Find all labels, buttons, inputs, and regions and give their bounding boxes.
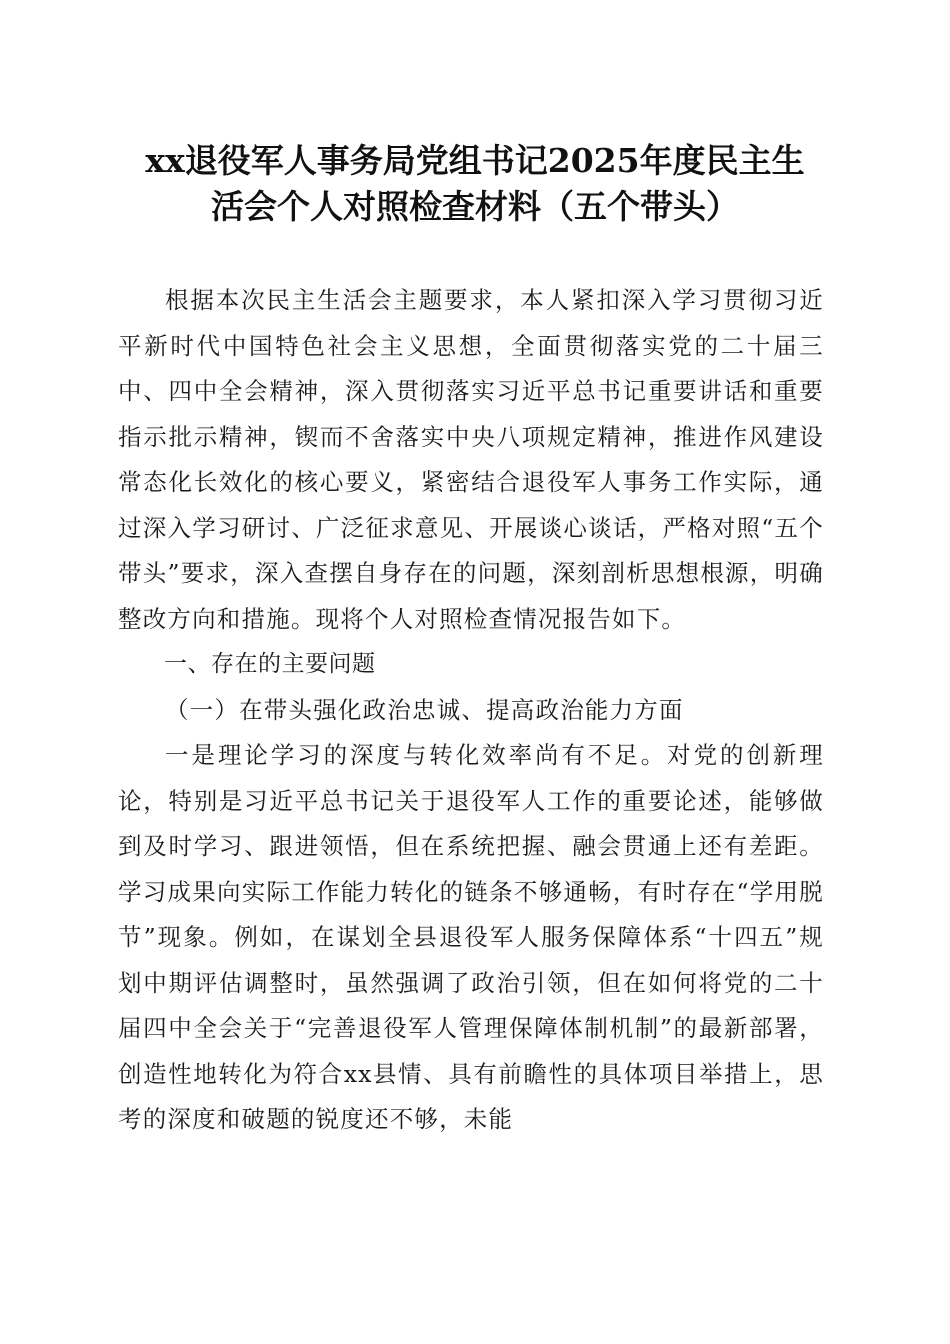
document-body [118,278,824,1143]
section-heading: 一、存在的主要问题 [164,651,376,677]
title-line-2: 活会个人对照检查材料（五个带头） [211,187,739,226]
document-title [100,138,850,230]
subsection-heading: （一）在带头强化政治忠诚、提高政治能力方面 [165,695,684,724]
title-line-1: xx退役军人事务局党组书记2025年度民主生 [145,141,805,180]
point-paragraph: 一是理论学习的深度与转化效率尚有不足。对党的创新理论，特别是习近平总书记关于退役军人工作的重要论述，能够做到及时学习、跟进领悟，但在系统把握、融会贯通上还有差距。学习成果向实际工作能力转化的链条不够通畅，有时存在“学用脱节”现象。例如，在谋划全县退役军人服务保障体系“十四五”规划中期评估调整时，虽然强调了政治引领，但在如何将党的二十届四中全会关于“完善退役军人管理保障体制机制”的最新部署，创造性地转化为符合xx县情、具有前瞻性的具体项目举措上，思考的深度和破题的锐度还不够，未能 [118,741,824,1133]
intro-paragraph: 根据本次民主生活会主题要求，本人紧扣深入学习贯彻习近平新时代中国特色社会主义思想，全面贯彻落实党的二十届三中、四中全会精神，深入贯彻落实习近平总书记重要讲话和重要指示批示精神，锲而不舍落实中央八项规定精神，推进作风建设常态化长效化的核心要义，紧密结合退役军人事务工作实际，通过深入学习研讨、广泛征求意见、开展谈心谈话，严格对照“五个带头”要求，深入查摆自身存在的问题，深刻剖析思想根源，明确整改方向和措施。现将个人对照检查情况报告如下。 [118,286,824,633]
